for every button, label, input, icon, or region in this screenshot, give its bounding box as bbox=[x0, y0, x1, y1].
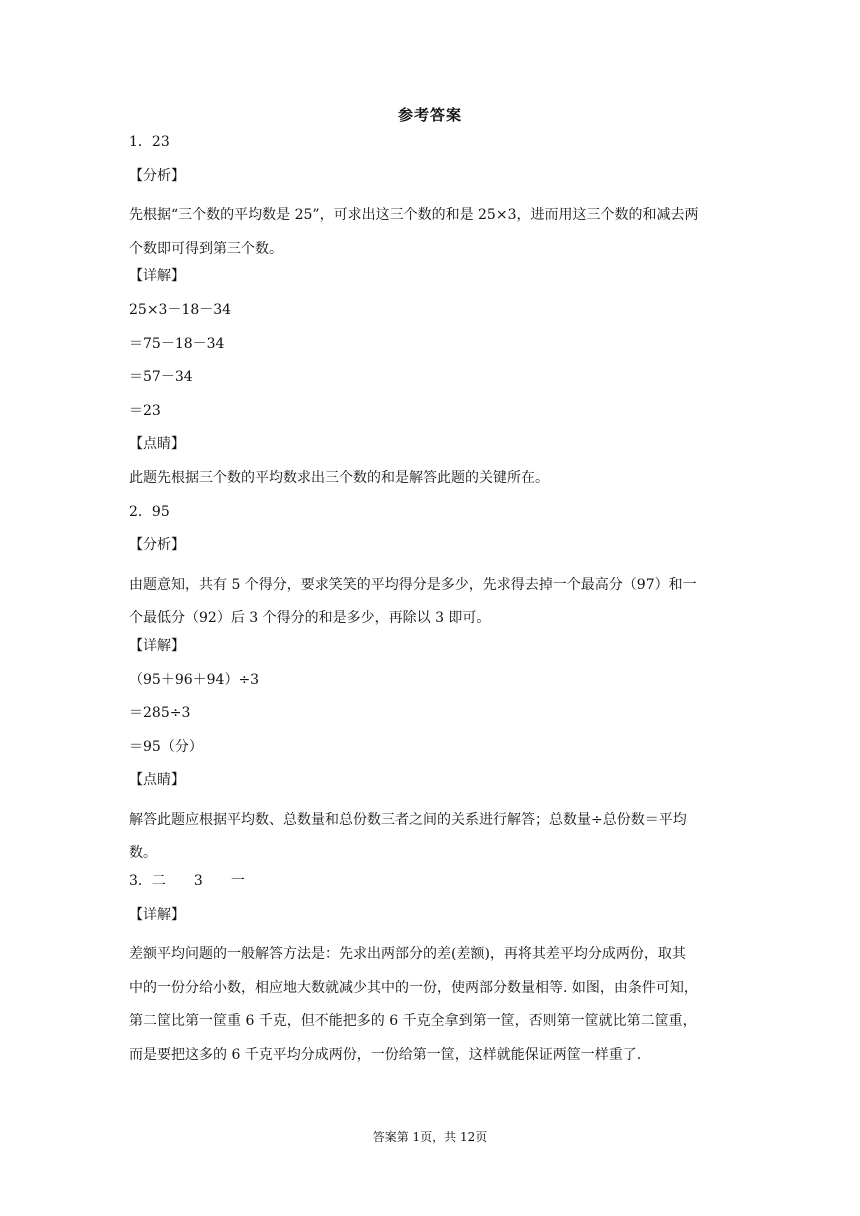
q2-detail-label: 【详解】 bbox=[129, 637, 185, 654]
q2-comment-line: 解答此题应根据平均数、总数量和总份数三者之间的关系进行解答；总数量÷总份数＝平均 bbox=[129, 811, 687, 828]
q2-analysis-line: 个最低分（92）后 3 个得分的和是多少，再除以 3 即可。 bbox=[129, 610, 491, 627]
q1-step: ＝23 bbox=[129, 402, 161, 419]
q2-comment-text bbox=[129, 804, 745, 871]
q3-number: 3．二 3 一 bbox=[129, 873, 245, 890]
q3-detail-line: 差额平均问题的一般解答方法是：先求出两部分的差(差额)，再将其差平均分成两份，取其 bbox=[129, 946, 686, 963]
q2-comment-line: 数。 bbox=[129, 845, 157, 862]
q1-analysis-line: 先根据“三个数的平均数是 25”，可求出这三个数的和是 25×3，进而用这三个数的和减去两 bbox=[129, 207, 699, 224]
q3-detail-text bbox=[129, 938, 745, 1072]
page-title: 参考答案 bbox=[397, 106, 462, 124]
q1-step: 25×3－18－34 bbox=[129, 301, 232, 318]
q1-comment-label: 【点睛】 bbox=[129, 436, 185, 453]
q1-comment-text: 此题先根据三个数的平均数求出三个数的和是解答此题的关键所在。 bbox=[129, 469, 549, 486]
q3-detail-label: 【详解】 bbox=[129, 906, 185, 923]
q2-step: ＝285÷3 bbox=[129, 705, 191, 722]
q2-analysis-line: 由题意知，共有 5 个得分，要求笑笑的平均得分是多少，先求得去掉一个最高分（97）和一 bbox=[129, 576, 697, 593]
q2-step: ＝95（分） bbox=[129, 738, 203, 755]
q1-step: ＝75－18－34 bbox=[129, 335, 225, 352]
q2-step: （95＋96＋94）÷3 bbox=[129, 671, 260, 688]
q1-number: 1．23 bbox=[129, 134, 170, 150]
q1-analysis-line: 个数即可得到第三个数。 bbox=[129, 240, 283, 257]
q3-detail-line: 第二筐比第一筐重 6 千克，但不能把多的 6 千克全拿到第一筐，否则第一筐就比第二筐重， bbox=[129, 1013, 697, 1030]
q2-number: 2．95 bbox=[129, 503, 170, 520]
answer-content bbox=[129, 132, 745, 1073]
q1-step: ＝57－34 bbox=[129, 369, 193, 386]
q3-detail-line: 中的一份分给小数，相应地大数就减少其中的一份，使两部分数量相等. 如图，由条件可知， bbox=[129, 979, 698, 996]
q1-analysis-label: 【分析】 bbox=[129, 167, 185, 184]
q2-analysis-label: 【分析】 bbox=[129, 537, 185, 554]
q3-detail-line: 而是要把这多的 6 千克平均分成两份，一份给第一筐，这样就能保证两筐一样重了. bbox=[129, 1047, 642, 1064]
q2-analysis-text bbox=[129, 569, 745, 636]
q2-comment-label: 【点睛】 bbox=[129, 772, 185, 789]
page-footer: 答案第 1页，共 12页 bbox=[372, 1130, 488, 1144]
q1-detail-label: 【详解】 bbox=[129, 268, 185, 285]
q1-analysis-text bbox=[129, 199, 745, 266]
